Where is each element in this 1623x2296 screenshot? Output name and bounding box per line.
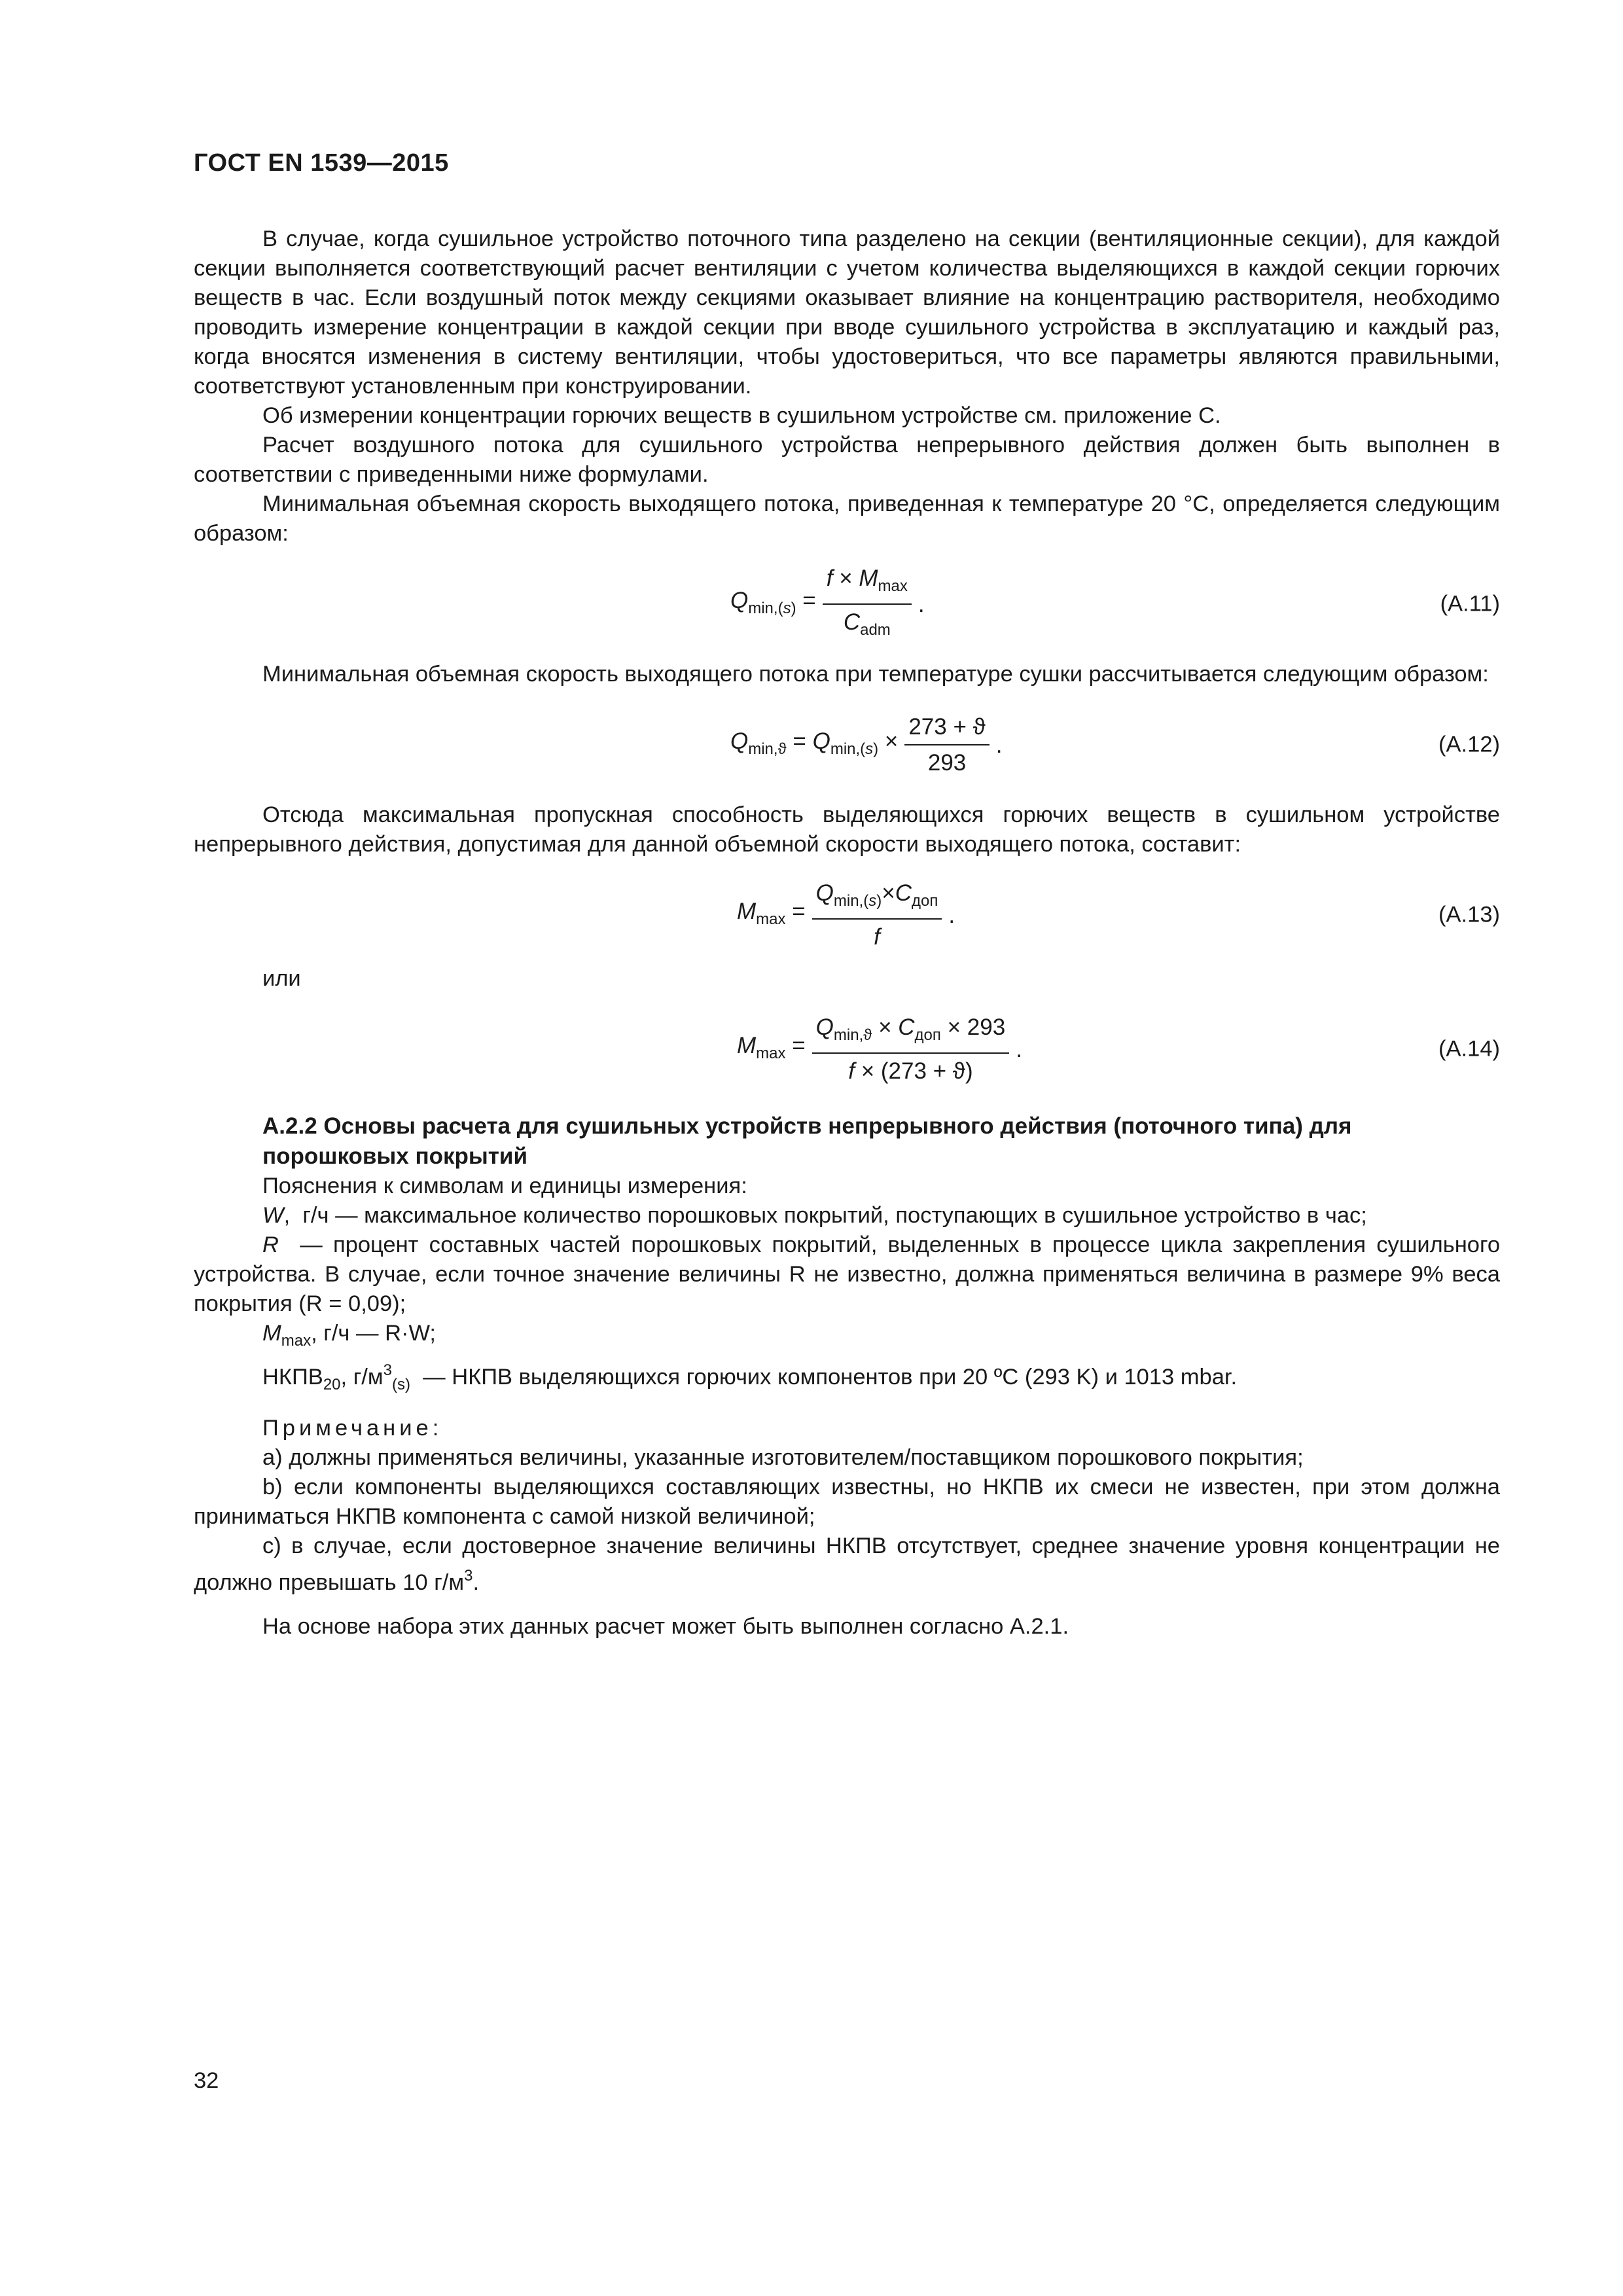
note-item-b: b) если компоненты выделяющихся составляющих известны, но НКПВ их смеси не известен, при этом должна приниматься НКПВ компонента с самой низкой величиной; (194, 1475, 1500, 1529)
note-item-c-text: с) в случае, если достоверное значение величины НКПВ отсутствует, среднее значение уровня концентрации не должно превышать 10 г/м (194, 1534, 1500, 1595)
formula-number: (А.11) (1440, 591, 1500, 617)
formula-a13-expression: $M_{max}$ = $\frac{Q_{min,(s)}\times C_{доп}}{f}$ . (737, 878, 955, 952)
document-header: ГОСТ EN 1539—2015 (194, 149, 449, 177)
formula-a12 (194, 702, 1500, 787)
symbols-intro: Пояснения к символам и единицы измерения: (262, 1174, 747, 1198)
paragraph-airflow-calc: Расчет воздушного потока для сушильного устройства непрерывного действия должен быть выполнен в соответствии с приведенными ниже формулами. (194, 433, 1500, 487)
paragraph-or: или (262, 966, 301, 991)
paragraph-min-flow-20c: Минимальная объемная скорость выходящего потока, приведенная к температуре 20 °С, определяется следующим образом: (194, 492, 1500, 546)
document-body (194, 224, 1500, 1641)
formula-a13 (194, 872, 1500, 958)
note-item-c: с) в случае, если достоверное значение величины НКПВ отсутствует, среднее значение уровня концентрации не должно превышать 10 $г/м^3$. (194, 1534, 1500, 1595)
symbol-r-definition: R — процент составных частей порошковых покрытий, выделенных в процессе цикла закрепления сушильного устройства. В случае, если точное значение величины R не известно, должна применяться величина в размере 9% веса покрытия (R = 0,09); (194, 1232, 1501, 1316)
symbol-w-text: г/ч — максимальное количество порошковых покрытий, поступающих в сушильное устройство в час; (302, 1203, 1367, 1228)
formula-a12-expression: $Q_{min,ϑ} = Q_{min,(s)}$ × $\frac{273 + ϑ}{293}$ . (730, 712, 1003, 778)
paragraph-sections: В случае, когда сушильное устройство поточного типа разделено на секции (вентиляционные секции), для каждой секции выполняется соответствующий расчет вентиляции с учетом количества выделяющихся в каждой секции горючих веществ в час. Если воздушный поток между секциями оказывает влияние на концентрацию растворителя, необходимо проводить измерение концентрации в каждой секции при вводе сушильного устройства в эксплуатацию и каждый раз, когда вносятся изменения в систему вентиляции, чтобы удостовериться, что все параметры являются правильными, соответствуют установленным при конструировании. (194, 226, 1500, 399)
symbol-r-text: — процент составных частей порошковых покрытий, выделенных в процессе цикла закрепления сушильного устройства. В случае, если точное значение величины R не известно, должна применяться величина в размере 9% веса покрытия (R = 0,09); (194, 1232, 1501, 1316)
note-item-a: a) должны применяться величины, указанные изготовителем/поставщиком порошкового покрытия; (262, 1445, 1304, 1470)
formula-a11-expression: $Q_{min,(s)}$ = $\frac{f \times M_{max}}{C_{adm}}$ . (730, 564, 925, 645)
paragraph-measurement-ref: Об измерении концентрации горючих веществ в сушильном устройстве см. приложение С. (262, 403, 1221, 428)
paragraph-final: На основе набора этих данных расчет может быть выполнен согласно А.2.1. (262, 1614, 1069, 1639)
paragraph-min-flow-drying: Минимальная объемная скорость выходящего потока при температуре сушки рассчитывается следующим образом: (262, 662, 1489, 687)
page-number: 32 (194, 2068, 219, 2093)
formula-number: (А.12) (1438, 732, 1500, 757)
formula-number: (А.14) (1438, 1036, 1500, 1062)
formula-a11 (194, 562, 1500, 647)
symbol-m-text: , г/ч — R·W; (311, 1321, 437, 1346)
symbol-m-definition: $M_{max}$, г/ч — R·W; (262, 1321, 437, 1350)
formula-a14-expression: $M_{max}$ = $\frac{Q_{min,ϑ} \times C_{доп} \times 293}{f \times (273 + ϑ)}$ . (737, 1013, 1022, 1086)
note-label: Примечание: (262, 1416, 443, 1441)
paragraph-max-throughput: Отсюда максимальная пропускная способность выделяющихся горючих веществ в сушильном устройстве непрерывного действия, допустимая для данной объемной скорости выходящего потока, составит: (194, 802, 1500, 857)
formula-a14 (194, 1007, 1500, 1092)
symbol-nkpv-text: — НКПВ выделяющихся горючих компонентов при 20 ºС (293 K) и 1013 mbar. (423, 1365, 1238, 1390)
section-title-a22: А.2.2 Основы расчета для сушильных устройств непрерывного действия (поточного типа) для порошковых покрытий (262, 1113, 1352, 1169)
symbol-nkpv-definition: $НКПВ_{20}$, $г/м^3_{(s)}$ — НКПВ выделяющихся горючих компонентов при 20 ºС (293 K) и 1013 mbar. (262, 1361, 1238, 1393)
formula-number: (А.13) (1438, 902, 1500, 927)
symbol-w-definition: W, г/ч — максимальное количество порошковых покрытий, поступающих в сушильное устройство в час; (262, 1203, 1367, 1228)
